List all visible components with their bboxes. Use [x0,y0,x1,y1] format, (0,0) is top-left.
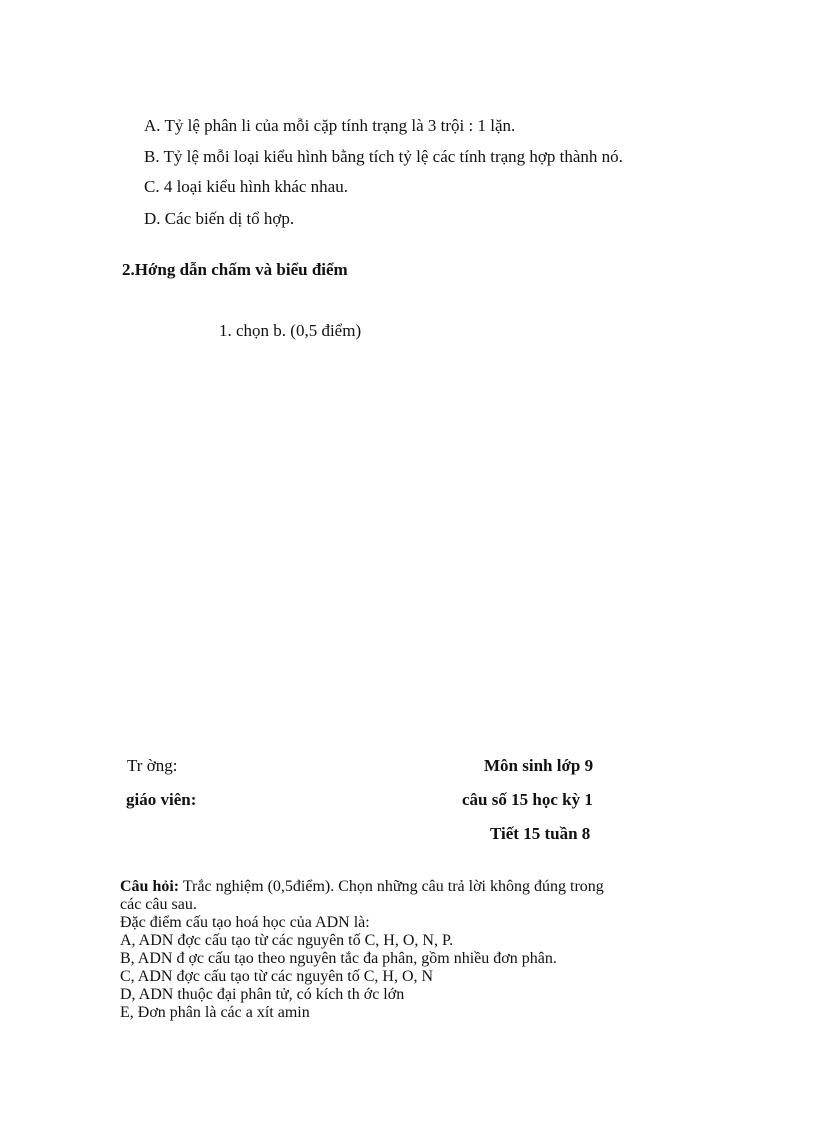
answer-line: 1. chọn b. (0,5 điểm) [219,321,362,340]
choice-e: E, Đơn phân là các a xít amin [120,1004,310,1021]
choice-d: D, ADN thuộc đại phân tử, có kích th ớc lớn [120,986,405,1003]
subject-class: Môn sinh lớp 9 [484,756,594,775]
school-label: Tr ờng: [127,756,178,775]
option-a: A. Tỷ lệ phân li của mỗi cặp tính trạng là 3 trội : 1 lặn. [144,116,516,135]
question-number: câu số 15 học kỳ 1 [462,790,593,809]
choice-b: B, ADN đ ợc cấu tạo theo nguyên tắc đa phân, gồm nhiều đơn phân. [120,950,557,967]
question-text: Trắc nghiệm (0,5điểm). Chọn những câu trả lời không đúng trong [179,878,604,895]
choice-c: C, ADN đợc cấu tạo từ các nguyên tố C, H, O, N [120,968,434,985]
lesson-week: Tiết 15 tuần 8 [490,824,591,843]
question-label: Câu hỏi: [120,878,180,895]
choice-a: A, ADN đợc cấu tạo từ các nguyên tố C, H, O, N, P. [120,932,454,949]
question-line-2: các câu sau. [120,896,197,913]
question-line-1 [120,878,604,896]
question-block [120,878,604,1022]
question-stem: Đặc điểm cấu tạo hoá học của ADN là: [120,914,370,931]
teacher-label: giáo viên: [126,790,197,809]
option-b: B. Tỷ lệ mỗi loại kiểu hình bằng tích tỷ lệ các tính trạng hợp thành nó. [144,147,623,166]
option-c: C. 4 loại kiểu hình khác nhau. [144,177,348,196]
guide-heading: 2.Hớng dẫn chấm và biểu điểm [122,260,348,279]
option-d: D. Các biến dị tổ hợp. [144,209,295,228]
